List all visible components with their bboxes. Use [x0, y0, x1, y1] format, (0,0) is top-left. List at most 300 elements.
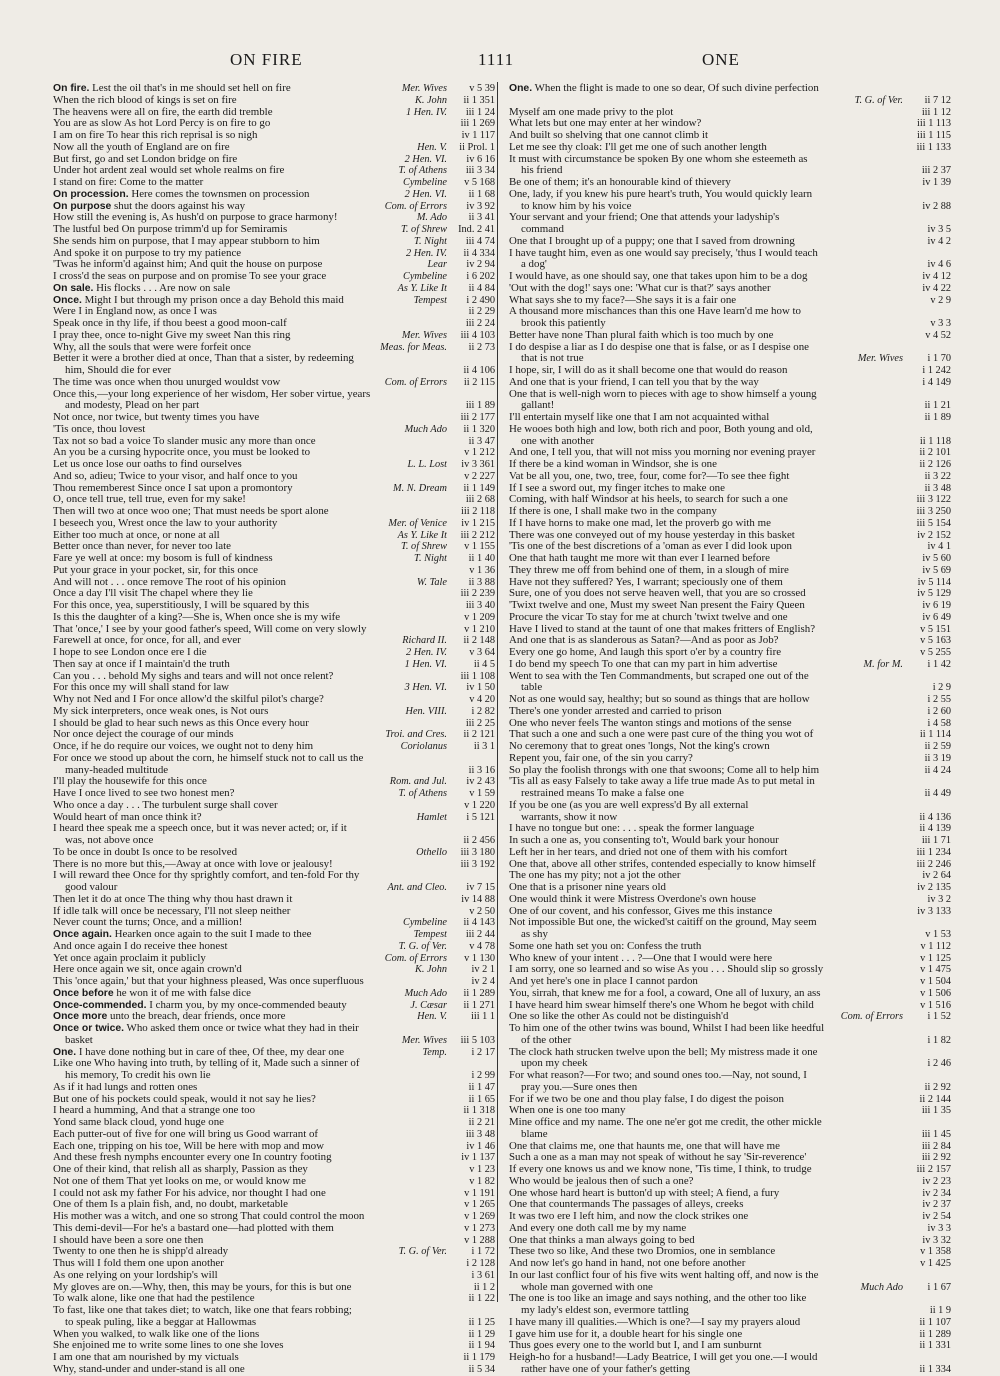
quotation-body: To him one of the other twins was bound, Whilst I had been like heedful	[509, 1022, 825, 1034]
quotation-body: Twenty to one then he is shipp'd already	[53, 1245, 229, 1258]
quotation-body: What says she to my face?—She says it is a fair one	[509, 293, 737, 306]
act-scene-line-ref: iv 4 2	[903, 236, 951, 248]
act-scene-line-ref: iii 1 89	[447, 400, 495, 412]
act-scene-line-ref: iii 2 92	[903, 1152, 951, 1164]
right-column	[509, 82, 951, 1375]
quotation-body: was, not above once	[65, 834, 154, 846]
quotation-body: My gloves are on.—Why, then, this may be yours, for this is but one	[53, 1280, 352, 1293]
act-scene-line-ref: v 2 50	[447, 906, 495, 918]
quotation-body: But first, go and set London bridge on fire	[53, 152, 238, 165]
quotation-body: And spoke it on purpose to try my patience	[53, 246, 242, 259]
quotation-body: She sends him on purpose, that I may appear stubborn to him	[53, 234, 320, 247]
act-scene-line-ref: v 1 220	[447, 800, 495, 812]
headword: On sale.	[53, 282, 94, 294]
quotation-body: shut the doors against his way	[111, 199, 246, 212]
quotation-body: If there is one, I shall make two in the company	[509, 505, 717, 517]
quotation-body: For this once, yea, superstitiously, I will be squared by this	[53, 599, 310, 611]
quotation-body: One would think it were Mistress Overdone's own house	[509, 892, 756, 905]
act-scene-line-ref: ii 1 179	[447, 1352, 495, 1364]
quotation-body: of the other	[521, 1033, 572, 1046]
quotation-body: Repent you, fair one, of the sin you carry?	[509, 751, 693, 764]
quotation-body: The time was once when thou unurged wouldst vow	[53, 375, 281, 388]
quotation-body: His flocks . . . Are now on sale	[93, 281, 231, 294]
play-source: Cymbeline	[400, 271, 447, 283]
quotation-body: Why, all the souls that were were forfeit once	[53, 340, 251, 353]
play-source: Othello	[413, 847, 447, 859]
act-scene-line-ref: iv 3 32	[903, 1235, 951, 1247]
act-scene-line-ref: ii 4 49	[903, 788, 951, 800]
act-scene-line-ref: iv 3 133	[903, 906, 951, 918]
act-scene-line-ref: i 2 82	[447, 706, 495, 718]
act-scene-line-ref: Ind. 2 41	[447, 224, 495, 236]
act-scene-line-ref: v 2 227	[447, 471, 495, 483]
act-scene-line-ref: v 3 3	[903, 318, 951, 330]
quotation-body: For this once my will shall stand for law	[53, 681, 230, 694]
act-scene-line-ref: i 1 70	[903, 353, 951, 365]
quotation-body: What lets but one may enter at her window?	[509, 117, 702, 130]
quotation-body: Yet once again proclaim it publicly	[53, 951, 206, 964]
quotation-body: And will not . . . once remove The root of his opinion	[53, 575, 287, 588]
quotation-body: Coming, with half Windsor at his heels, to search for such a one	[509, 493, 788, 506]
play-source: T. of Athens	[395, 788, 447, 800]
quotation-body: Not impossible But one, the wicked'st caitiff on the ground, May seem	[509, 916, 817, 929]
act-scene-line-ref: v 1 23	[447, 1164, 495, 1176]
quotation-body: Can you . . . behold My sighs and tears and will not once relent?	[53, 669, 334, 682]
play-source: Mer. Wives	[855, 353, 903, 365]
act-scene-line-ref: iv 3 2	[903, 894, 951, 906]
quotation-body: his memory, To credit his own lie	[65, 1069, 211, 1081]
quotation-body: brook this patiently	[521, 317, 606, 329]
quotation-body: Might I but through my prison once a day Behold this maid	[81, 293, 344, 306]
act-scene-line-ref: iv 1 215	[447, 518, 495, 530]
quotation-body: How still the evening is, As hush'd on purpose to grace harmony!	[53, 211, 338, 224]
act-scene-line-ref: iii 3 34	[447, 165, 495, 177]
quotation-body: 'Out with the dog!' says one: 'What cur is that?' says another	[509, 281, 771, 294]
act-scene-line-ref: ii 1 320	[447, 424, 495, 436]
quotation-body: Who would be jealous then of such a one?	[509, 1174, 694, 1187]
quotation-body: One that claims me, one that haunts me, one that will have me	[509, 1139, 780, 1152]
quotation-body: Let us once lose our oaths to find ourselves	[53, 458, 242, 470]
act-scene-line-ref: ii 3 41	[447, 212, 495, 224]
act-scene-line-ref: iii 1 24	[447, 107, 495, 119]
act-scene-line-ref: iii 2 118	[447, 506, 495, 518]
concordance-line	[509, 248, 951, 260]
quotation-body: And so, adieu; Twice to your visor, and half once to you	[53, 469, 298, 482]
quotation-body: For once we stood up about the corn, he himself stuck not to call us the	[53, 751, 364, 764]
quotation-body: I pray thee, once to-night Give my sweet Nan this ring	[53, 328, 291, 341]
act-scene-line-ref: iv 5 129	[903, 588, 951, 600]
quotation-body: his friend	[521, 164, 563, 177]
quotation-body: If every one knows us and we know none, 'Tis time, I think, to trudge	[509, 1163, 812, 1175]
quotation-body: And now let's go hand in hand, not one before another	[509, 1257, 746, 1269]
quotation-body: Mine office and my name. The one ne'er got me credit, the other mickle	[509, 1116, 822, 1128]
quotation-body: good valour	[65, 881, 118, 893]
quotation-body: Never count the turns; Once, and a million!	[53, 916, 243, 929]
quotation-body: Hearken once again to the suit I made to thee	[111, 928, 312, 940]
act-scene-line-ref: ii 1 289	[903, 1329, 951, 1341]
act-scene-line-ref: v 1 155	[447, 541, 495, 553]
act-scene-line-ref: iii 2 37	[903, 165, 951, 177]
play-source: Richard II.	[399, 635, 447, 647]
quotation-body: Sure, one of you does not serve heaven well, that you are so crossed	[509, 587, 806, 600]
act-scene-line-ref: iii 1 12	[903, 107, 951, 119]
quotation-body: Myself am one made privy to the plot	[509, 105, 674, 118]
quotation-body: Thus goes every one to the world but I, and I am sunburnt	[509, 1339, 762, 1352]
quotation-body: One that thinks a man always going to bed	[509, 1233, 695, 1246]
quotation-body: Let me see thy cloak: I'll get me one of such another length	[509, 140, 767, 153]
quotation-body: That 'once,' I see by your good father's speed, Will come on very slowly	[53, 622, 367, 635]
act-scene-line-ref: v 4 78	[447, 941, 495, 953]
play-source: 2 Hen. VI.	[402, 189, 447, 201]
play-source: M. for M.	[861, 659, 903, 671]
concordance-line	[509, 1117, 951, 1129]
quotation-body: If idle talk will once be necessary, I'll not sleep neither	[53, 904, 291, 917]
act-scene-line-ref: ii 3 16	[447, 765, 495, 777]
quotation-body: As one relying on your lordship's will	[53, 1268, 218, 1281]
act-scene-line-ref: ii 4 139	[903, 823, 951, 835]
headword: On fire.	[53, 83, 90, 94]
act-scene-line-ref: iv 3 5	[903, 224, 951, 236]
play-source: K. John	[412, 964, 447, 976]
quotation-body: Here once again we sit, once again crown'd	[53, 963, 242, 976]
act-scene-line-ref: i 6 202	[447, 271, 495, 283]
quotation-text	[509, 1364, 690, 1376]
play-source: 1 Hen. IV.	[403, 107, 447, 119]
quotation-body: One that is well-nigh worn to pieces with age to show himself a young	[509, 387, 817, 400]
play-source: Mer. of Venice	[385, 518, 447, 530]
quotation-body: Who knew of your intent . . . ?—One that I would were here	[509, 951, 773, 964]
act-scene-line-ref: i 2 490	[447, 295, 495, 307]
act-scene-line-ref: iii 2 239	[447, 588, 495, 600]
headword: One.	[53, 1046, 77, 1058]
quotation-body: Under hot ardent zeal would set whole realms on fire	[53, 164, 285, 177]
quotation-body: To fast, like one that takes diet; to watch, like one that fears robbing;	[53, 1304, 352, 1316]
quotation-body: I have done nothing but in care of thee, Of thee, my dear one	[76, 1045, 345, 1058]
act-scene-line-ref: iii 5 154	[903, 518, 951, 530]
quotation-body: For if we two be one and thou play false, I do digest the poison	[509, 1092, 784, 1105]
quotation-body: 'Twixt twelve and one, Must my sweet Nan present the Fairy Queen	[509, 599, 805, 611]
quotation-body: Not once, nor twice, but twenty times you have	[53, 411, 260, 423]
play-source: 2 Hen. VI.	[402, 154, 447, 166]
quotation-text	[509, 1117, 822, 1129]
quotation-body: There's one yonder arrested and carried to prison	[509, 704, 722, 717]
act-scene-line-ref: iii 3 48	[447, 1129, 495, 1141]
page-number: 1111	[478, 50, 515, 69]
concordance-line	[509, 671, 951, 683]
act-scene-line-ref: iv 2 4	[447, 976, 495, 988]
act-scene-line-ref: iv 3 3	[903, 1223, 951, 1235]
act-scene-line-ref: ii 2 456	[447, 835, 495, 847]
quotation-body: I cross'd the seas on purpose and on promise To see your grace	[53, 270, 327, 282]
act-scene-line-ref: iii 1 71	[903, 835, 951, 847]
act-scene-line-ref: i 2 9	[903, 682, 951, 694]
play-source: Tempest	[411, 295, 447, 307]
quotation-body: I beseech you, Wrest once the law to your authority	[53, 516, 278, 529]
act-scene-line-ref: iv 14 88	[447, 894, 495, 906]
quotation-body: My sick interpreters, once weak ones, is Not ours	[53, 704, 269, 717]
play-source: Mer. Wives	[399, 330, 447, 342]
act-scene-line-ref: iii 1 234	[903, 847, 951, 859]
quotation-body: Have not they suffered? Yes, I warrant; speciously one of them	[509, 575, 783, 588]
act-scene-line-ref: ii 1 89	[903, 412, 951, 424]
play-source: Much Ado	[402, 424, 447, 436]
act-scene-line-ref: v 1 191	[447, 1188, 495, 1200]
act-scene-line-ref: i 2 99	[447, 1070, 495, 1082]
concordance-line	[53, 870, 495, 882]
act-scene-line-ref: iv 2 54	[903, 1211, 951, 1223]
act-scene-line-ref: ii 1 29	[447, 1329, 495, 1341]
quotation-body: Were I in England now, as once I was	[53, 305, 217, 318]
headword: Once.	[53, 294, 82, 306]
act-scene-line-ref: ii 1 94	[447, 1340, 495, 1352]
quotation-body: I have taught him, even as one would say precisely, 'thus I would teach	[509, 246, 818, 259]
quotation-body: Who asked them once or twice what they had in their	[124, 1022, 359, 1034]
play-source: J. Cæsar	[407, 1000, 447, 1012]
act-scene-line-ref: v 1 210	[447, 624, 495, 636]
quotation-body: And yet here's one in place I cannot pardon	[509, 975, 698, 987]
act-scene-line-ref: ii 2 59	[903, 741, 951, 753]
left-column	[53, 82, 495, 1375]
quotation-body: Tax not so bad a voice To slander music any more than once	[53, 434, 316, 447]
act-scene-line-ref: ii 1 65	[447, 1094, 495, 1106]
quotation-body: I'll entertain myself like one that I am not acquainted withal	[509, 411, 770, 423]
header-right-keyword: ONE	[702, 50, 740, 69]
act-scene-line-ref: ii 2 144	[903, 1094, 951, 1106]
act-scene-line-ref: iv 5 114	[903, 577, 951, 589]
quotation-body: Fare ye well at once: my bosom is full of kindness	[53, 552, 273, 564]
quotation-body: Once a day I'll visit The chapel where they lie	[53, 587, 253, 600]
quotation-body: One of our covent, and his confessor, Gives me this instance	[509, 904, 773, 917]
quotation-body: If you be one (as you are well express'd By all external	[509, 798, 749, 811]
quotation-body: Yond same black cloud, yond huge one	[53, 1116, 225, 1128]
act-scene-line-ref: v 5 151	[903, 624, 951, 636]
quotation-body: Like one Who having into truth, by telling of it, Made such a sinner of	[53, 1057, 360, 1070]
play-source: Hen. V.	[414, 1011, 447, 1023]
quotation-body: I hope to see London once ere I die	[53, 646, 207, 658]
act-scene-line-ref: iv 2 135	[903, 882, 951, 894]
act-scene-line-ref: i 1 42	[903, 659, 951, 671]
act-scene-line-ref: v 1 125	[903, 953, 951, 965]
quotation-body: Would heart of man once think it?	[53, 810, 202, 823]
act-scene-line-ref: i 1 52	[903, 1011, 951, 1023]
act-scene-line-ref: iii 1 45	[903, 1129, 951, 1141]
concordance-line	[509, 154, 951, 166]
quotation-body: Vat be all you, one, two, tree, four, come for?—To see thee fight	[509, 469, 790, 482]
act-scene-line-ref: v 3 64	[447, 647, 495, 659]
act-scene-line-ref: iv 4 12	[903, 271, 951, 283]
act-scene-line-ref: iv 2 1	[447, 964, 495, 976]
act-scene-line-ref: iv 2 43	[447, 776, 495, 788]
act-scene-line-ref: ii 1 318	[447, 1105, 495, 1117]
act-scene-line-ref: v 4 52	[903, 330, 951, 342]
quotation-body: You are as slow As hot Lord Percy is on fire to go	[53, 117, 271, 130]
quotation-body: One that I brought up of a puppy; one that I saved from drowning	[509, 234, 795, 247]
quotation-body: I charm you, by my once-commended beauty	[146, 998, 347, 1011]
quotation-body: That such a one and such a one were past cure of the thing you wot of	[509, 728, 814, 741]
quotation-body: blame	[521, 1127, 548, 1140]
act-scene-line-ref: iv 4 1	[903, 541, 951, 553]
act-scene-line-ref: i 1 242	[903, 365, 951, 377]
act-scene-line-ref: v 1 269	[447, 1211, 495, 1223]
act-scene-line-ref: iv 2 152	[903, 530, 951, 542]
header-left-keyword: ON FIRE	[230, 50, 303, 69]
play-source: Coriolanus	[398, 741, 447, 753]
quotation-body: Farewell at once, for once, for all, and ever	[53, 634, 241, 647]
act-scene-line-ref: ii 2 101	[903, 447, 951, 459]
act-scene-line-ref: ii 4 24	[903, 765, 951, 777]
quotation-body: basket	[65, 1033, 93, 1046]
act-scene-line-ref: iv 1 137	[447, 1152, 495, 1164]
quotation-body: O, once tell true, tell true, even for my sake!	[53, 493, 246, 506]
quotation-body: Better once than never, for never too late	[53, 540, 231, 553]
quotation-body: Now all the youth of England are on fire	[53, 140, 230, 153]
concordance-line	[53, 1364, 495, 1376]
act-scene-line-ref: ii 1 149	[447, 483, 495, 495]
quotation-body: I will reward thee Once for thy sprightly comfort, and ten-fold For thy	[53, 869, 360, 882]
quotation-body: to know him by his voice	[521, 199, 632, 212]
act-scene-line-ref: ii 2 73	[447, 342, 495, 354]
act-scene-line-ref: ii 3 88	[447, 577, 495, 589]
act-scene-line-ref: v 5 39	[447, 83, 495, 95]
act-scene-line-ref: ii 2 148	[447, 635, 495, 647]
quotation-body: as shy	[521, 928, 548, 940]
quotation-body: Every one go home, And laugh this sport o'er by a country fire	[509, 646, 782, 658]
play-source: Cymbeline	[400, 917, 447, 929]
act-scene-line-ref: iii 1 35	[903, 1105, 951, 1117]
act-scene-line-ref: ii 1 25	[447, 1317, 495, 1329]
act-scene-line-ref: iii 1 113	[903, 118, 951, 130]
headword: One.	[509, 83, 533, 94]
quotation-body: Nor once deject the courage of our minds	[53, 728, 234, 741]
act-scene-line-ref: ii 4 136	[903, 812, 951, 824]
quotation-body: restrained means To make a false one	[521, 787, 684, 799]
quotation-body: Either too much at once, or none at all	[53, 528, 220, 541]
quotation-body: One whose hard heart is button'd up with steel; A fiend, a fury	[509, 1186, 780, 1199]
quotation-body: The one is too like an image and says nothing, and the other too like	[509, 1292, 807, 1305]
quotation-body: And built so shelving that one cannot climb it	[509, 129, 709, 141]
quotation-body: Be one of them; it's an honourable kind of thievery	[509, 176, 731, 188]
quotation-body: to speak puling, like a beggar at Hallowmas	[65, 1315, 257, 1328]
quotation-body: I'll play the housewife for this once	[53, 775, 207, 788]
quotation-body: Not one of them That yet looks on me, or would know me	[53, 1174, 306, 1187]
act-scene-line-ref: v 1 504	[903, 976, 951, 988]
play-source: Lear	[425, 259, 447, 271]
quotation-body: And one, I tell you, that will not miss you morning nor evening prayer	[509, 446, 816, 459]
quotation-body: A thousand more mischances than this one Have learn'd me how to	[509, 305, 802, 318]
headword: Once more	[53, 1011, 108, 1023]
quotation-body: Each one, tripping on his toe, Will be here with mop and mow	[53, 1139, 324, 1152]
act-scene-line-ref: ii 2 115	[447, 377, 495, 389]
act-scene-line-ref: iii 2 177	[447, 412, 495, 424]
act-scene-line-ref: v 1 475	[903, 964, 951, 976]
concordance-line	[509, 1364, 951, 1376]
act-scene-line-ref: i 1 82	[903, 1035, 951, 1047]
act-scene-line-ref: v 1 36	[447, 565, 495, 577]
act-scene-line-ref: ii 2 126	[903, 459, 951, 471]
quotation-body: I gave him use for it, a double heart for his single one	[509, 1327, 743, 1340]
act-scene-line-ref: iv 4 22	[903, 283, 951, 295]
act-scene-line-ref: iv 2 23	[903, 1176, 951, 1188]
quotation-body: An you be a cursing hypocrite once, you must be looked to	[53, 446, 311, 459]
headword: Once-commended.	[53, 999, 147, 1011]
quotation-body: One that, above all other strifes, contended especially to know himself	[509, 857, 816, 870]
act-scene-line-ref: iii 3 250	[903, 506, 951, 518]
act-scene-line-ref: iv 5 60	[903, 553, 951, 565]
act-scene-line-ref: iii 2 25	[447, 718, 495, 730]
play-source: Rom. and Jul.	[387, 776, 447, 788]
quotation-body: His mother was a witch, and one so strong That could control the moon	[53, 1210, 365, 1222]
quotation-body: I am one that am nourished by my victuals	[53, 1351, 239, 1363]
act-scene-line-ref: iii 3 180	[447, 847, 495, 859]
play-source: Hen. V.	[414, 142, 447, 154]
quotation-body: To be once in doubt Is once to be resolved	[53, 845, 238, 858]
quotation-body: I do bend my speech To one that can my part in him advertise	[509, 657, 778, 670]
quotation-body: No ceremony that to great ones 'longs, Not the king's crown	[509, 740, 770, 752]
quotation-body: I have no tongue but one: . . . speak the former language	[509, 822, 755, 835]
quotation-body: And once again I do receive thee honest	[53, 939, 228, 952]
quotation-body: he won it of me with false dice	[113, 986, 251, 999]
act-scene-line-ref: iv 3 92	[447, 201, 495, 213]
quotation-body: And one that is your friend, I can tell you that by the way	[509, 375, 759, 388]
quotation-body: The clock hath strucken twelve upon the bell; My mistress made it one	[509, 1045, 818, 1058]
play-source: Hamlet	[414, 812, 447, 824]
act-scene-line-ref: ii 1 289	[447, 988, 495, 1000]
act-scene-line-ref: iii 1 133	[903, 142, 951, 154]
column-divider	[497, 82, 498, 1302]
concordance-line	[509, 389, 951, 401]
quotation-body: It was two ere I left him, and now the clock strikes one	[509, 1210, 749, 1222]
act-scene-line-ref: iii 2 157	[903, 1164, 951, 1176]
act-scene-line-ref: v 1 265	[447, 1199, 495, 1211]
quotation-body: So play the foolish throngs with one that swoons; Come all to help him	[509, 763, 820, 776]
quotation-body: Why, stand-under and under-stand is all one	[53, 1362, 245, 1375]
concordance-line	[509, 1023, 951, 1035]
headword: Once or twice.	[53, 1023, 125, 1034]
quotation-body: Thus will I fold them one upon another	[53, 1257, 224, 1269]
act-scene-line-ref: iii 2 68	[447, 494, 495, 506]
act-scene-line-ref: ii 2 29	[447, 306, 495, 318]
act-scene-line-ref: ii 1 9	[903, 1305, 951, 1317]
quotation-body: that is not true	[521, 352, 584, 365]
quotation-body: Have I lived to stand at the taunt of one that makes fritters of English?	[509, 622, 816, 635]
act-scene-line-ref: iii 2 212	[447, 530, 495, 542]
quotation-text	[509, 248, 818, 260]
act-scene-line-ref: i 2 55	[903, 694, 951, 706]
quotation-text	[509, 389, 817, 401]
act-scene-line-ref: ii 4 5	[447, 659, 495, 671]
play-source: K. John	[412, 95, 447, 107]
act-scene-line-ref: i 5 121	[447, 812, 495, 824]
play-source: T. of Athens	[395, 165, 447, 177]
act-scene-line-ref: iii 3 192	[447, 859, 495, 871]
quotation-body: I am sorry, one so learned and so wise As you . . . Should slip so grossly	[509, 963, 824, 976]
quotation-body: I have many ill qualities.—Which is one?—I say my prayers aloud	[509, 1315, 801, 1328]
act-scene-line-ref: iii 1 115	[903, 130, 951, 142]
act-scene-line-ref: v 5 168	[447, 177, 495, 189]
act-scene-line-ref: v 1 516	[903, 1000, 951, 1012]
quotation-body: pray you.—Sure ones then	[521, 1080, 638, 1093]
quotation-body: If I see a sword out, my finger itches to make one	[509, 481, 725, 494]
act-scene-line-ref: ii 1 22	[447, 1293, 495, 1305]
act-scene-line-ref: i 1 67	[903, 1282, 951, 1294]
quotation-body: This demi-devil—For he's a bastard one—had plotted with them	[53, 1221, 334, 1234]
act-scene-line-ref: iii 4 103	[447, 330, 495, 342]
act-scene-line-ref: iv 3 361	[447, 459, 495, 471]
act-scene-line-ref: i 2 46	[903, 1058, 951, 1070]
quotation-body: One that hath taught me more wit than ever I learned before	[509, 552, 770, 564]
concordance-line	[53, 1023, 495, 1035]
quotation-body: There is no more but this,—Away at once with love or jealousy!	[53, 857, 333, 870]
